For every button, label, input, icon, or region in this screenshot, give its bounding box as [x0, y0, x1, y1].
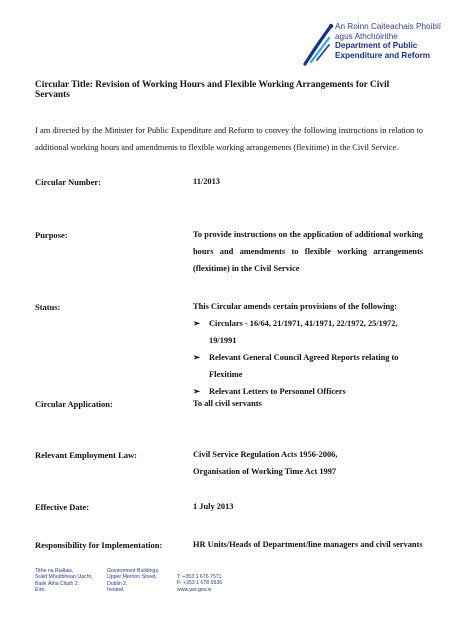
- status-item-text: Circulars - 16/64, 21/1971, 41/1971, 22/1972, 25/1972, 19/1991: [209, 319, 398, 345]
- footer-website-link[interactable]: www.per.gov.ie: [177, 586, 212, 593]
- status-item-text: Relevant General Council Agreed Reports relating to Flexitime: [209, 353, 399, 379]
- status-item: [193, 315, 423, 349]
- logo-irish-line2: agus Athchóirithe: [335, 31, 398, 41]
- status-label: Status:: [35, 302, 61, 312]
- status-item: [193, 349, 423, 383]
- employment-law-line2: Organisation of Working Time Act 1997: [193, 467, 337, 476]
- logo-wordmark: [335, 22, 453, 60]
- status-intro: This Circular amends certain provisions of the following:: [193, 302, 398, 311]
- purpose-value: To provide instructions on the application of additional working hours and amendments to flexible working arrangements (flexitime) in the Civil Service: [193, 230, 423, 273]
- harp-icon: [300, 20, 336, 68]
- footer-address-english: [107, 568, 159, 593]
- intro-paragraph: I am directed by the Minister for Public Expenditure and Reform to convey the following instructions in relation to additional working hours and amendments to flexible working arrangements (flexitime) in the Civil Service.: [35, 126, 423, 152]
- responsibility-label: Responsibility for Implementation:: [35, 540, 163, 550]
- footer-line: Éire.: [35, 586, 46, 593]
- arrow-bullet-icon: ➢: [193, 353, 201, 362]
- circular-number-label: Circular Number:: [35, 177, 102, 187]
- footer-line: Ireland.: [107, 586, 125, 593]
- employment-law-value: [193, 446, 423, 480]
- logo-english-line1: Department of Public: [335, 41, 418, 51]
- footer-line: Government Buildings,: [107, 568, 160, 574]
- footer-fax: F: +353 1 678 9936: [177, 580, 223, 587]
- footer-address-irish: [35, 568, 92, 593]
- application-label: Circular Application:: [35, 399, 113, 409]
- footer-line: Sráid Mhuirbhean Uacht,: [35, 574, 93, 581]
- circular-title: Circular Title: Revision of Working Hours and Flexible Working Arrangements for Civil Servants: [35, 80, 390, 100]
- arrow-bullet-icon: ➢: [193, 387, 201, 396]
- application-value: To all civil servants: [193, 399, 262, 408]
- footer-contact: [177, 574, 222, 593]
- logo-english-line2: Expenditure and Reform: [335, 50, 431, 60]
- effective-date-label: Effective Date:: [35, 502, 90, 512]
- effective-date-value: 1 July 2013: [193, 502, 234, 511]
- footer-line: Upper Merrion Street,: [107, 574, 157, 581]
- logo-irish-line1: An Roinn Caiteachais Phoiblí: [335, 22, 442, 31]
- employment-law-line1: Civil Service Regulation Acts 1956-2006,: [193, 450, 338, 459]
- footer-line: Baile Átha Cliath 2,: [35, 580, 80, 587]
- status-item-text: Relevant Letters to Personnel Officers: [209, 387, 346, 396]
- circular-number-value: 11/2013: [193, 177, 220, 186]
- footer-line: Tithe na Rialtais,: [35, 568, 74, 574]
- department-logo: [300, 20, 450, 70]
- arrow-bullet-icon: ➢: [193, 319, 201, 328]
- footer-line: Dublin 2,: [107, 580, 128, 587]
- status-block: [193, 298, 423, 400]
- footer-phone: T: +353 1 676 7571: [177, 574, 222, 580]
- purpose-label: Purpose:: [35, 230, 68, 240]
- employment-law-label: Relevant Employment Law:: [35, 450, 137, 460]
- responsibility-value: HR Units/Heads of Department/line managers and civil servants: [193, 540, 423, 549]
